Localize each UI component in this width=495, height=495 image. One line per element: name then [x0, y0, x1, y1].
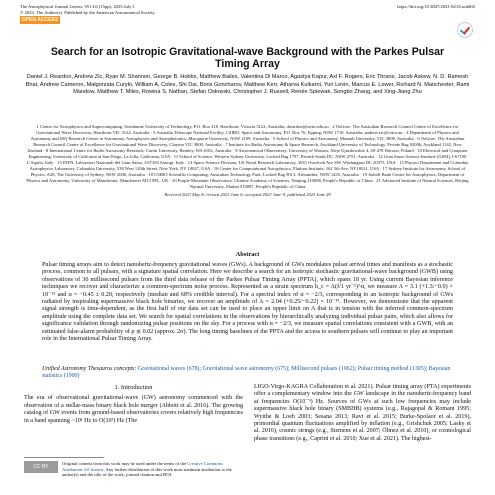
journal-line: The Astrophysical Journal Letters, 951:L6 (15pp), 2023 July 1 — [20, 4, 135, 9]
dates-line: Received 2023 May 8; revised 2023 June 6; accepted 2023 June 9; published 2023 June 29 — [164, 191, 331, 197]
intro-text-left: The era of observational gravitational-wave (GW) astronomy commenced with the observation of a stellar-mass binary black hole merger (Abbott et al. 2016). The growing catalog of GW events from ground-based observatories covers relatively high frequencies in a band spanning ~10¹ Hz to O(10³) Hz (The — [24, 395, 243, 424]
doi-link[interactable]: https://doi.org/10.3847/2041-8213/acdd02 — [397, 4, 475, 9]
abstract-text: Pulsar timing arrays aim to detect nanohertz-frequency gravitational waves (GWs). A background of GWs modulates pulsar arrival times and manifests as a stochastic process, common to all pulsars, with a signature spatial correlation. Here we describe a search for an isotropic stochastic gravitational-wave background (GWB) using observations of 30 millisecond pulsars from the third data release of the Parkes Pulsar Timing Array (PPTA), which spans 18 yr. Using current Bayesian inference techniques we recover and characterize a common-spectrum noise process. Represented as a strain spectrum h_c = A(f/1 yr⁻¹)^α, we measure A = 3.1 (+1.3/−0.9) × 10⁻¹⁵ and α = −0.45 ± 0.20, respectively (median and 68% credible interval). For a spectral index of α = −2/3, corresponding to an isotropic background of GWs radiated by inspiraling supermassive black hole binaries, we recover an amplitude of A = 2.04 (+0.25/−0.22) × 10⁻¹⁵. However, we demonstrate that the apparent signal strength is time-dependent, as the first half of our data set can be used to place an upper limit on A that is in tension with the inferred common-spectrum amplitude using the complete data set. We search for spatial correlations in the observations by hierarchically analyzing individual pulsar pairs, which also allows for significance validation through randomizing pulsar positions on the sky. For a process with α = −2/3, we measure spatial correlations consistent with a GWB, with an estimated false-alarm probability of p ≲ 0.02 (approx. 2σ). The long timing baselines of the PPTA and the access to southern pulsars will continue to play an important role in the International Pulsar Timing Array. — [42, 262, 453, 343]
affiliation-list: 1 Centre for Astrophysics and Supercomputing, Swinburne University of Technology, P.O. Box 218, Hawthorn, Victoria 3122, Australia; dreardon@swin.edu.au · 2 OzGrav: The Australian Research Council Centre of Excellence for Gravitational Wave Discovery, Hawthorn VIC 3122, Australia · 3 Australia Telescope National Facility, CSIRO, Space and Astronomy, P.O. Box 76, Epping, NSW 1710, Australia; andrew.zic@csiro.au · 4 Department of Physics and Astronomy and MQ Research Centre in Astronomy, Astrophysics and Astrophotonics, Macquarie University, NSW 2109, Australia · 5 School of Physics and Astronomy, Monash University, VIC 3800, Australia · 6 OzGrav: The Australian Research Council Centre of Excellence for Gravitational Wave Discovery, Clayton VIC 3800, Australia · 7 Institute for Radio Astronomy & Space Research, Auckland University of Technology, Private Bag 92006, Auckland 1142, New Zealand · 8 International Centre for Radio Astronomy Research, Curtin University, Bentley, WA 6102, Australia · 9 Astronomical Observatory, University of Warsaw, Aleje Ujazdowskie 4, 00-478 Warsaw, Poland · 10 Electrical and Computer Engineering, University of California at San Diego, La Jolla, California, USA · 11 School of Science, Western Sydney University, Locked Bag 1797, Penrith South DC, NSW 2751, Australia · 12 Gran Sasso Science Institute (GSSI), I-67100 L'Aquila, Italy · 13 INFN, Laboratori Nazionali del Gran Sasso, I-67100 Assergi, Italy · 14 Space Science Division, US Naval Research Laboratory, 4555 Overlook Ave SW, Washington DC 20375, USA · 15 Physics Department and Columbia Astrophysics Laboratory, Columbia University, 538 West 120th Street, New York, NY 10027, USA · 16 Center for Computational Astrophysics, Flatiron Institute, 162 5th Ave, NY10011, USA · 17 Sydney Institute for Astronomy, School of Physics, A28, The University of Sydney, NSW 2006, Australia · 18 CSIRO Scientific Computing, Australian Technology Park, Locked Bag 9013, Alexandria, NSW 1435, Australia · 19 Jodrell Bank Centre for Astrophysics, Department of Physics and Astronomy, University of Manchester, Manchester M13 9PL, UK · 20 Purple Mountain Observatory, Chinese Academy of Sciences, Nanjing 210008, People's Republic of China · 21 Advanced Institute of Natural Sciences, Beijing Normal University, Zhuhai 519087, People's Republic of China — [26, 124, 469, 190]
open-access-badge: OPEN ACCESS — [21, 17, 59, 23]
copyright-line: © 2023. The Author(s). Published by the American Astronomical Society. — [20, 9, 156, 15]
intro-text-right: LIGO-Virgo-KAGRA Collaboration et al. 2021). Pulsar timing array (PTA) experiments offer a complementary window into the GW landscape in the nanohertz-frequency band at frequencies O(10⁻⁹) Hz. Sources of GWs at such low frequencies may include supermassive black hole binary (SMBHB) systems (e.g., Rajagopal & Romani 1995; Wyithe & Loeb 2003; Sesana 2013; Ravi et al. 2015; Burke-Spolaor et al. 2019), primordial quantum fluctuations amplified by inflation (e.g., Grishchuk 2005; Lasky et al. 2016), cosmic strings (e.g., Siemens et al. 2007; Ölmez et al. 2010), or cosmological phase transitions (e.g., Caprini et al. 2010; Xue et al. 2021). The highest- — [254, 384, 471, 442]
left-column — [24, 384, 243, 425]
keyword-links[interactable]: Gravitational waves (678); Gravitational wave astronomy (675); Millisecond pulsars (1062); Pulsar timing method (1305); Bayesian statistics (1900) — [42, 366, 451, 380]
crossmark-icon[interactable] — [457, 22, 473, 38]
license-notice — [24, 461, 243, 478]
license-text-a: Original content from this work may be used under the terms of the — [62, 461, 188, 466]
section-heading-introduction: 1. Introduction — [114, 384, 153, 391]
license-link[interactable]: Creative Commons Attribution 4.0 licence — [62, 461, 223, 472]
keywords-label: Unified Astronomy Thesaurus concepts: — [42, 366, 137, 372]
footnote-divider — [24, 457, 104, 458]
cc-by-icon[interactable]: CC BY — [24, 461, 58, 473]
keywords — [42, 366, 453, 380]
affiliations — [26, 124, 469, 198]
abstract-heading: Abstract — [235, 251, 260, 258]
right-column — [254, 384, 471, 443]
paper-title: Search for an Isotropic Gravitational-wave Background with the Parkes Pulsar Timing Array — [50, 46, 445, 70]
author-list: Daniel J. Reardon, Andrew Zic, Ryan M. Shannon, George B. Hobbs, Matthew Bailes, Valentina Di Marco, Agastya Kapur, Axl F. Rogers, Eric Thrane, Jacob Askew, N. D. Ramesh Bhat, Andrew Cameron, Małgorzata Curyło, William A. Coles, Shi Dai, Boris Goncharov, Matthew Kerr, Atharva Kulkarni, Yuri Levin, Marcus E. Lower, Richard N. Manchester, Rami Mandow, Matthew T. Miles, Rowina S. Nathan, Stefan Osłowski, Christopher J. Russell, Renée Spiewak, Songbo Zhang, and Xing-Jiang Zhu — [25, 74, 470, 96]
license-text-b: . Any further distribution of this work must maintain attribution to the author(s) and the title of the work, journal citation and DOI. — [62, 466, 232, 478]
